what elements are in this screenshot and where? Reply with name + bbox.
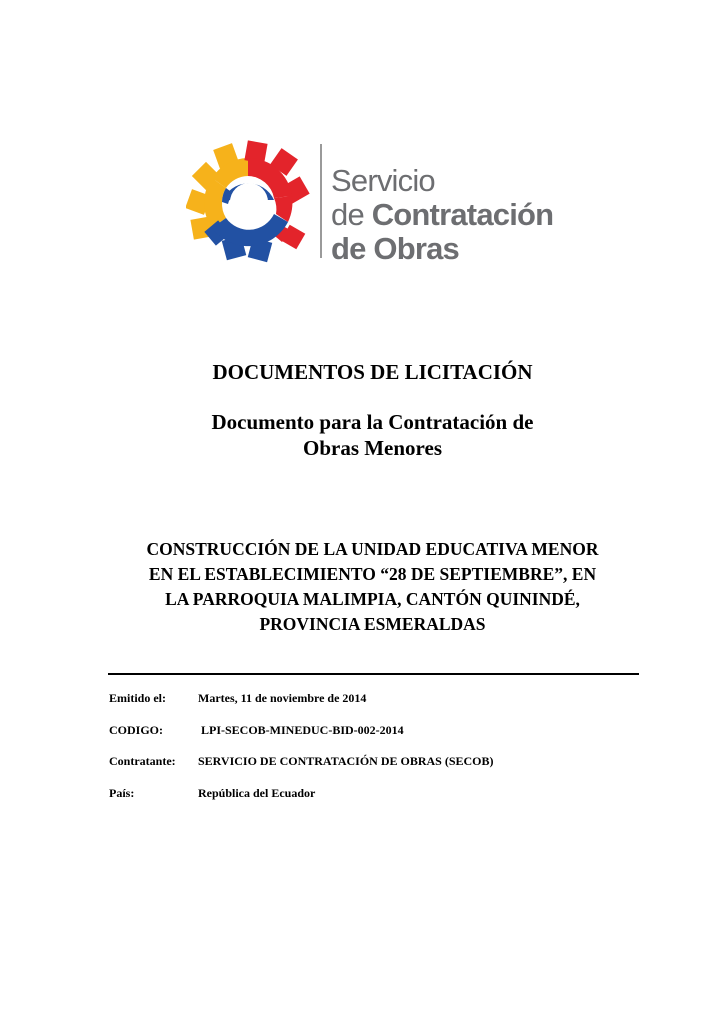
logo-line-2: [331, 198, 553, 232]
logo-wordmark: [331, 164, 553, 266]
detail-label-issued: Emitido el:: [109, 691, 166, 705]
detail-value-contractor: SERVICIO DE CONTRATACIÓN DE OBRAS (SECOB): [198, 754, 494, 768]
logo-line-1: [331, 164, 553, 198]
project-title-line-2: EN EL ESTABLECIMIENTO “28 DE SEPTIEMBRE”, EN: [148, 564, 597, 584]
logo-line-2-bold: Contratación: [371, 197, 554, 232]
document-subtitle: [0, 409, 725, 461]
horizontal-divider: [108, 673, 639, 675]
document-subtitle-line-1: Documento para la Contratación de: [211, 410, 534, 434]
logo-line-3-bold: de Obras: [331, 231, 459, 266]
detail-value-code: LPI-SECOB-MINEDUC-BID-002-2014: [201, 723, 404, 737]
detail-value-issued: Martes, 11 de noviembre de 2014: [198, 691, 367, 705]
detail-label-country: País:: [109, 786, 135, 800]
secob-logo: [186, 138, 566, 264]
logo-line-2-light: de: [331, 197, 372, 232]
project-title-line-1: CONSTRUCCIÓN DE LA UNIDAD EDUCATIVA MENOR: [146, 539, 599, 559]
project-title-line-4: PROVINCIA ESMERALDAS: [259, 614, 486, 634]
project-title-line-3: LA PARROQUIA MALIMPIA, CANTÓN QUININDÉ,: [165, 589, 580, 609]
logo-line-1-text: Servicio: [331, 163, 435, 198]
project-title: [0, 537, 725, 637]
detail-label-contractor: Contratante:: [109, 754, 176, 768]
logo-divider: [320, 144, 322, 258]
document-subtitle-line-2: Obras Menores: [302, 436, 442, 460]
gear-logo-icon: [186, 138, 316, 264]
document-title: DOCUMENTOS DE LICITACIÓN: [212, 360, 533, 384]
detail-value-country: República del Ecuador: [198, 786, 316, 800]
detail-label-code: CODIGO:: [109, 723, 163, 737]
logo-line-3: [331, 232, 553, 266]
